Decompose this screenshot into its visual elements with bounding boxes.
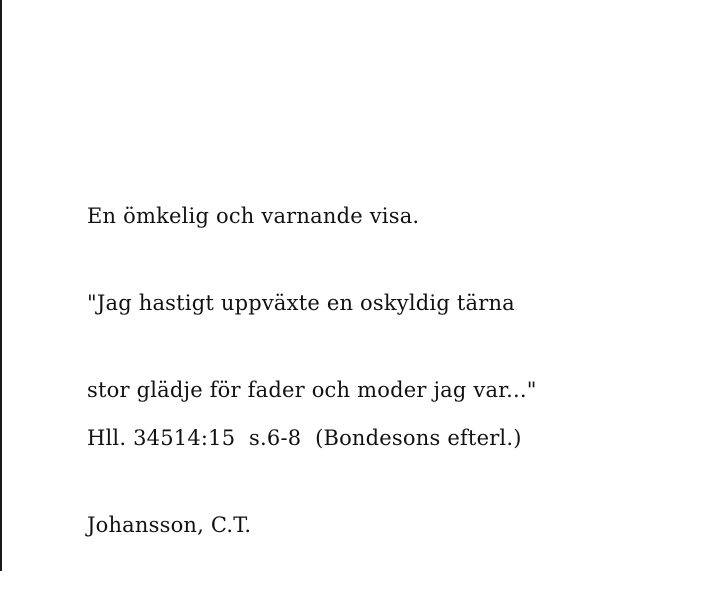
song-first-line: "Jag hastigt uppväxte en oskyldig tärna (87, 291, 515, 315)
reference-block (87, 366, 522, 598)
archive-reference: Hll. 34514:15 s.6-8 (Bondesons efterl.) (87, 426, 522, 450)
collector-name: Johansson, C.T. (87, 513, 252, 537)
song-second-line: stor glädje för fader och moder jag var..." (87, 378, 537, 402)
song-title-line: En ömkelig och varnande visa. (87, 204, 420, 228)
